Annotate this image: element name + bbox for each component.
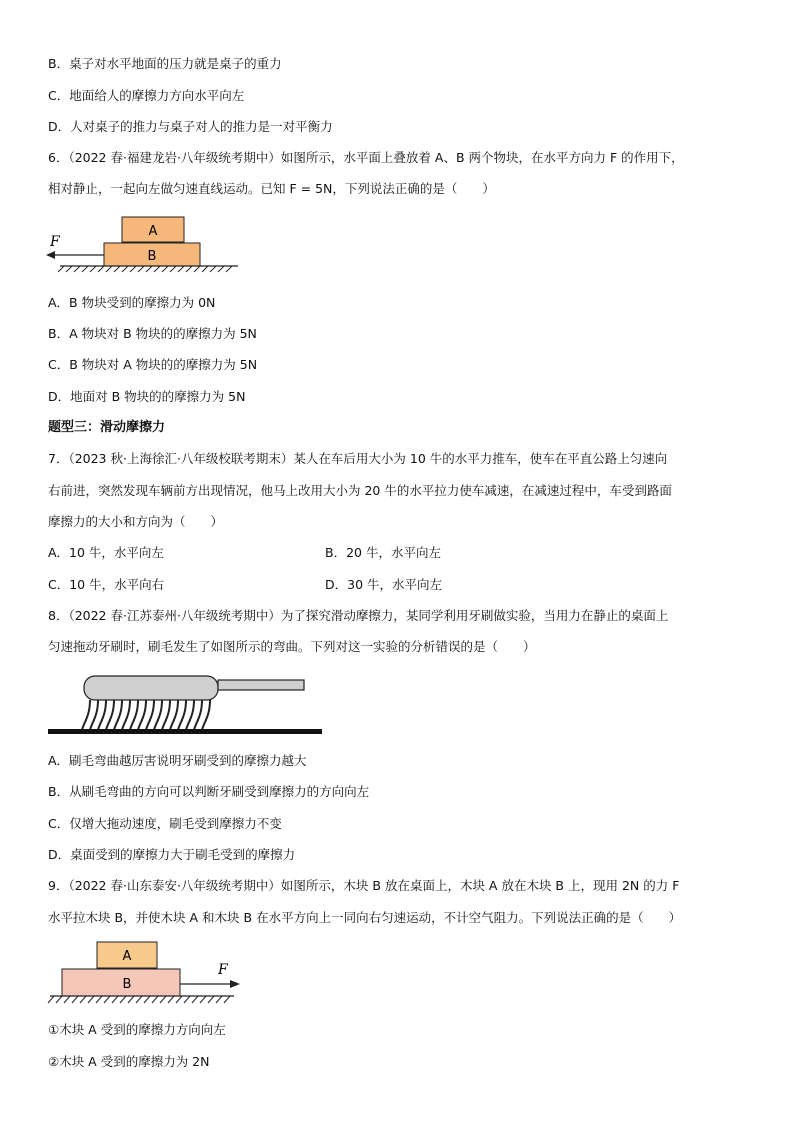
q8-option-b: B．从刷毛弯曲的方向可以判断牙刷受到摩擦力的方向向左 xyxy=(48,784,370,799)
q7-option-d: D．30 牛，水平向左 xyxy=(325,577,443,592)
q9-figure xyxy=(48,940,248,1008)
q6-figure xyxy=(44,214,244,274)
q5-option-d: D．人对桌子的推力与桌子对人的推力是一对平衡力 xyxy=(48,119,333,134)
q9-stem-line2: 水平拉木块 B，并使木块 A 和木块 B 在水平方向上一同向右匀速运动，不计空气阻力。下列说法正确的是（ ） xyxy=(48,910,682,925)
q7-stem-line1: 7．（2023 秋·上海徐汇·八年级校联考期末）某人在车后用大小为 10 牛的水平力推车，使车在平直公路上匀速向 xyxy=(48,451,668,466)
q8-table-surface xyxy=(48,729,322,734)
q6-stem-line2: 相对静止，一起向左做匀速直线运动。已知 F = 5N，下列说法正确的是（ ） xyxy=(48,181,495,196)
q8-bristles xyxy=(82,700,210,730)
q9-force-label: F xyxy=(218,962,228,978)
q9-block-a-label: A xyxy=(122,949,132,964)
q7-stem-line3: 摩擦力的大小和方向为（ ） xyxy=(48,514,224,529)
q9-statement-1: ①木块 A 受到的摩擦力方向向左 xyxy=(48,1022,226,1037)
q6-force-label: F xyxy=(50,234,60,250)
q6-stem-line1: 6．（2022 春·福建龙岩·八年级统考期中）如图所示，水平面上叠放着 A、B 两个物块，在水平方向力 F 的作用下， xyxy=(48,150,684,165)
q9-block-b xyxy=(62,969,180,996)
q6-option-a: A．B 物块受到的摩擦力为 0N xyxy=(48,295,216,310)
q6-block-a-label: A xyxy=(148,224,158,239)
q6-option-c: C．B 物块对 A 物块的的摩擦力为 5N xyxy=(48,357,258,372)
q7-option-a: A．10 牛，水平向左 xyxy=(48,545,164,560)
q6-ground-hatch xyxy=(58,266,232,272)
q8-brush-handle xyxy=(218,680,304,690)
q8-option-d: D．桌面受到的摩擦力大于刷毛受到的摩擦力 xyxy=(48,847,296,862)
q6-block-b-label: B xyxy=(147,249,157,264)
q9-stem-line1: 9．（2022 春·山东泰安·八年级统考期中）如图所示，木块 B 放在桌面上，木块 A 放在木块 B 上，现用 2N 的力 F xyxy=(48,878,680,893)
q8-stem-line1: 8．（2022 春·江苏泰州·八年级统考期中）为了探究滑动摩擦力，某同学利用牙刷做实验，当用力在静止的桌面上 xyxy=(48,608,669,623)
q8-option-a: A．刷毛弯曲越厉害说明牙刷受到的摩擦力越大 xyxy=(48,753,307,768)
q9-force-arrowhead xyxy=(230,980,240,988)
q7-option-b: B．20 牛，水平向左 xyxy=(325,545,441,560)
q8-toothbrush-figure xyxy=(48,672,328,736)
section-heading: 题型三：滑动摩擦力 xyxy=(48,420,166,435)
q7-option-c: C．10 牛，水平向右 xyxy=(48,577,165,592)
q6-force-arrowhead xyxy=(46,251,55,259)
q9-statement-2: ②木块 A 受到的摩擦力为 2N xyxy=(48,1054,210,1069)
q6-option-d: D．地面对 B 物块的的摩擦力为 5N xyxy=(48,389,246,404)
q8-stem-line2: 匀速拖动牙刷时，刷毛发生了如图所示的弯曲。下列对这一实验的分析错误的是（ ） xyxy=(48,639,536,654)
q8-option-c: C．仅增大拖动速度，刷毛受到摩擦力不变 xyxy=(48,816,282,831)
q5-option-b: B．桌子对水平地面的压力就是桌子的重力 xyxy=(48,56,282,71)
q9-block-b-label: B xyxy=(122,977,132,992)
q9-ground-hatch xyxy=(48,996,230,1003)
q5-option-c: C．地面给人的摩擦力方向水平向左 xyxy=(48,88,245,103)
q6-option-b: B．A 物块对 B 物块的的摩擦力为 5N xyxy=(48,326,257,341)
q8-brush-head xyxy=(84,676,218,700)
q7-stem-line2: 右前进，突然发现车辆前方出现情况，他马上改用大小为 20 牛的水平拉力使车减速，在减速过程中，车受到路面 xyxy=(48,483,672,498)
